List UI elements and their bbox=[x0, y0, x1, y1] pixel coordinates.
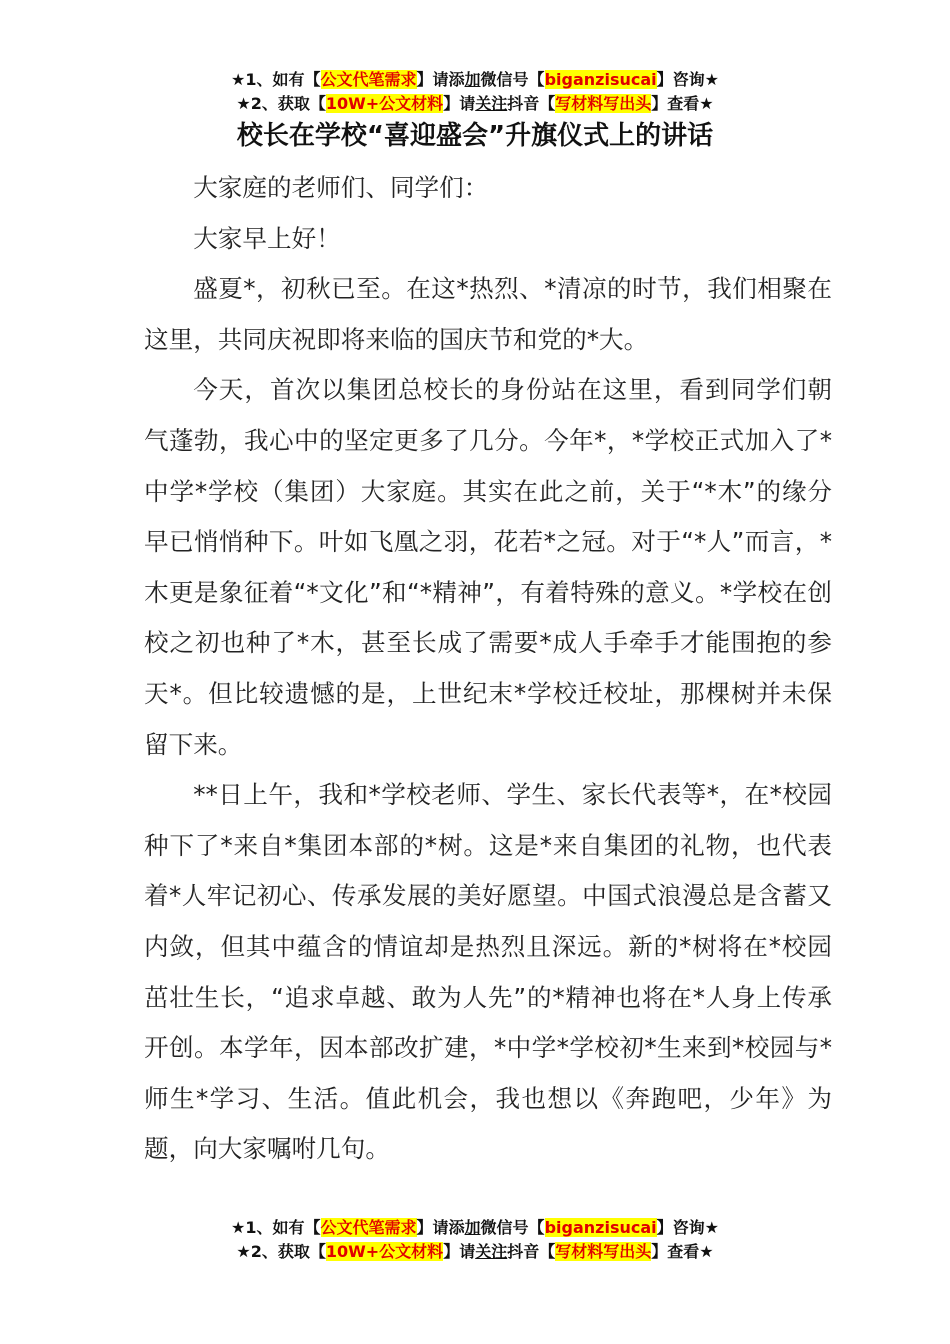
banner-text: ★1、如有【 bbox=[231, 70, 321, 89]
banner-text: 】查看★ bbox=[651, 94, 714, 113]
banner-line-1 bbox=[0, 1216, 950, 1240]
highlight-wechat-id: biganzisucai bbox=[544, 70, 657, 89]
highlight-materials: 10W+公文材料 bbox=[325, 94, 444, 113]
banner-text: 微信号【 bbox=[480, 70, 545, 89]
header-banner bbox=[0, 68, 950, 116]
document-title: 校长在学校“喜迎盛会”升旗仪式上的讲话 bbox=[236, 121, 714, 151]
banner-text: 】请添 bbox=[416, 70, 465, 89]
paragraph: 大家早上好！ bbox=[193, 223, 341, 253]
banner-text: 加 bbox=[464, 1218, 481, 1237]
paragraph: 大家庭的老师们、同学们： bbox=[193, 173, 489, 202]
banner-text: 】请添 bbox=[416, 1218, 465, 1237]
banner-text: ★1、如有【 bbox=[231, 1218, 321, 1237]
banner-line-2 bbox=[0, 92, 950, 116]
banner-line-1 bbox=[0, 68, 950, 92]
banner-text: 加 bbox=[464, 70, 481, 89]
banner-text: 关注 bbox=[475, 1242, 508, 1261]
document-body bbox=[144, 163, 832, 1175]
paragraph: 今天，首次以集团总校长的身份站在这里，看到同学们朝气蓬勃，我心中的坚定更多了几分。今年*，*学校正式加入了*中学*学校（集团）大家庭。其实在此之前，关于“*木”的缘分早已悄悄种下。叶如飞凰之羽，花若*之冠。对于“*人”而言，*木更是象征着“*文化”和“*精神”，有着特殊的意义。*学校在创校之初也种了*木，甚至长成了需要*成人手牵手才能围抱的参天*。但比较遗憾的是，上世纪末*学校迁校址，那棵树并未保留下来。 bbox=[144, 375, 832, 759]
paragraph: **日上午，我和*学校老师、学生、家长代表等*，在*校园种下了*来自*集团本部的*树。这是*来自集团的礼物，也代表着*人牢记初心、传承发展的美好愿望。中国式浪漫总是含蓄又内敛，但其中蕴含的情谊却是热烈且深远。新的*树将在*校园茁壮生长，“追求卓越、敢为人先”的*精神也将在*人身上传承开创。本学年，因本部改扩建，*中学*学校初*生来到*校园与*师生*学习、生活。值此机会，我也想以《奔跑吧，少年》为题，向大家嘱咐几句。 bbox=[144, 780, 832, 1164]
banner-line-2 bbox=[0, 1240, 950, 1264]
banner-text: 】查看★ bbox=[651, 1242, 714, 1261]
footer-banner bbox=[0, 1216, 950, 1264]
highlight-douyin-id: 写材料写出头 bbox=[555, 94, 652, 113]
banner-text: ★2、获取【 bbox=[236, 1242, 326, 1261]
banner-text: 抖音【 bbox=[507, 1242, 556, 1261]
highlight-douyin-id: 写材料写出头 bbox=[555, 1242, 652, 1261]
highlight-materials: 10W+公文材料 bbox=[325, 1242, 444, 1261]
banner-text: ★2、获取【 bbox=[236, 94, 326, 113]
highlight-service: 公文代笔需求 bbox=[320, 70, 417, 89]
highlight-service: 公文代笔需求 bbox=[320, 1218, 417, 1237]
banner-text: 微信号【 bbox=[480, 1218, 545, 1237]
banner-text: 关注 bbox=[475, 94, 508, 113]
banner-text: 】咨询★ bbox=[656, 1218, 719, 1237]
highlight-wechat-id: biganzisucai bbox=[544, 1218, 657, 1237]
banner-text: 抖音【 bbox=[507, 94, 556, 113]
banner-text: 】请 bbox=[443, 94, 476, 113]
banner-text: 】咨询★ bbox=[656, 70, 719, 89]
banner-text: 】请 bbox=[443, 1242, 476, 1261]
paragraph: 盛夏*，初秋已至。在这*热烈、*清凉的时节，我们相聚在这里，共同庆祝即将来临的国庆节和党的*大。 bbox=[144, 274, 832, 354]
